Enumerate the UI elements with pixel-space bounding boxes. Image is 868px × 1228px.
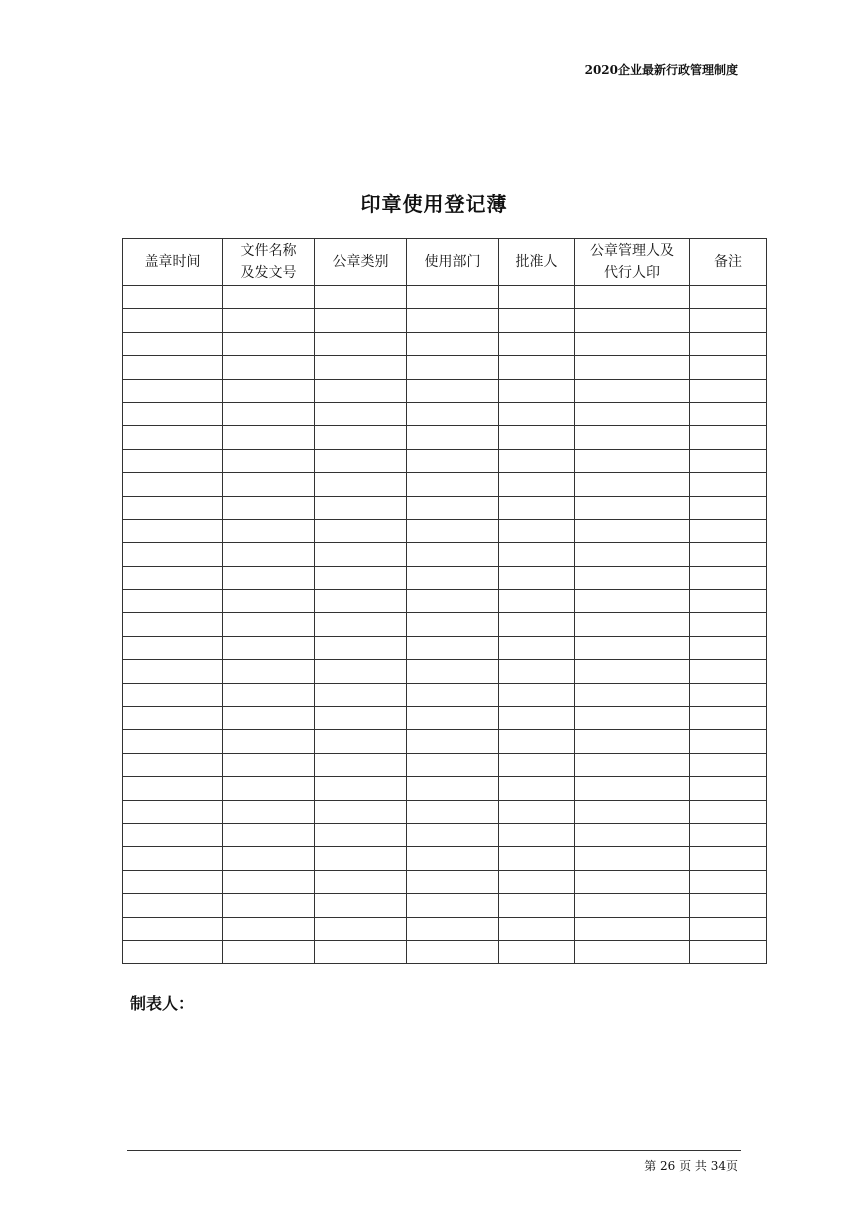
table-cell (315, 286, 407, 309)
column-header-document-name: 文件名称 及发文号 (223, 239, 315, 286)
table-cell (123, 777, 223, 800)
table-cell (575, 753, 690, 776)
table-cell (123, 660, 223, 683)
table-row (123, 309, 767, 332)
table-cell (407, 660, 499, 683)
table-cell (407, 590, 499, 613)
table-cell (123, 286, 223, 309)
table-cell (407, 309, 499, 332)
table-cell (407, 449, 499, 472)
table-cell (315, 940, 407, 963)
column-header-approver: 批准人 (499, 239, 575, 286)
table-cell (407, 917, 499, 940)
table-cell (223, 519, 315, 542)
document-header: 2020企业最新行政管理制度 (584, 63, 738, 77)
table-cell (575, 917, 690, 940)
table-cell (123, 449, 223, 472)
table-cell (499, 660, 575, 683)
table-row (123, 286, 767, 309)
table-cell (223, 332, 315, 355)
table-cell (499, 870, 575, 893)
table-cell (499, 917, 575, 940)
table-cell (690, 613, 767, 636)
table-cell (223, 496, 315, 519)
table-cell (499, 590, 575, 613)
table-cell (123, 894, 223, 917)
table-cell (315, 683, 407, 706)
table-cell (123, 566, 223, 589)
table-cell (123, 309, 223, 332)
table-cell (575, 309, 690, 332)
table-cell (690, 800, 767, 823)
table-cell (123, 823, 223, 846)
table-cell (223, 707, 315, 730)
table-cell (315, 543, 407, 566)
table-cell (223, 356, 315, 379)
table-cell (499, 777, 575, 800)
table-cell (315, 636, 407, 659)
table-cell (223, 730, 315, 753)
table-cell (407, 870, 499, 893)
table-row (123, 683, 767, 706)
table-cell (690, 917, 767, 940)
table-cell (499, 636, 575, 659)
table-cell (690, 894, 767, 917)
table-header-row (123, 239, 767, 286)
table-cell (315, 449, 407, 472)
table-cell (315, 847, 407, 870)
column-header-remarks: 备注 (690, 239, 767, 286)
table-cell (407, 356, 499, 379)
table-row (123, 940, 767, 963)
table-row (123, 590, 767, 613)
table-cell (407, 683, 499, 706)
table-row (123, 543, 767, 566)
table-cell (690, 543, 767, 566)
table-cell (223, 286, 315, 309)
column-header-department: 使用部门 (407, 239, 499, 286)
table-cell (407, 566, 499, 589)
table-cell (575, 660, 690, 683)
table-row (123, 356, 767, 379)
table-cell (499, 800, 575, 823)
table-cell (499, 379, 575, 402)
table-cell (315, 894, 407, 917)
table-cell (223, 894, 315, 917)
footer-divider (127, 1150, 741, 1151)
table-cell (690, 683, 767, 706)
table-cell (575, 566, 690, 589)
table-cell (123, 426, 223, 449)
table-cell (575, 800, 690, 823)
table-cell (499, 543, 575, 566)
table-row (123, 496, 767, 519)
table-cell (575, 332, 690, 355)
table-row (123, 894, 767, 917)
table-cell (575, 777, 690, 800)
table-cell (690, 402, 767, 425)
table-cell (499, 356, 575, 379)
table-row (123, 636, 767, 659)
table-cell (575, 519, 690, 542)
table-cell (223, 917, 315, 940)
table-cell (690, 379, 767, 402)
table-cell (223, 449, 315, 472)
table-cell (223, 636, 315, 659)
table-cell (123, 402, 223, 425)
table-cell (499, 473, 575, 496)
table-cell (575, 613, 690, 636)
table-row (123, 332, 767, 355)
table-cell (575, 496, 690, 519)
table-cell (223, 847, 315, 870)
table-cell (690, 286, 767, 309)
table-cell (690, 730, 767, 753)
table-cell (123, 870, 223, 893)
table-cell (223, 543, 315, 566)
table-cell (123, 543, 223, 566)
table-cell (499, 449, 575, 472)
table-row (123, 870, 767, 893)
table-cell (123, 379, 223, 402)
table-cell (315, 496, 407, 519)
table-cell (499, 519, 575, 542)
table-cell (407, 402, 499, 425)
table-body (123, 286, 767, 964)
table-cell (315, 590, 407, 613)
table-cell (315, 566, 407, 589)
table-row (123, 566, 767, 589)
table-cell (315, 519, 407, 542)
table-cell (223, 753, 315, 776)
table-cell (499, 496, 575, 519)
table-cell (407, 847, 499, 870)
table-cell (690, 449, 767, 472)
table-cell (499, 730, 575, 753)
table-cell (123, 917, 223, 940)
table-cell (407, 426, 499, 449)
table-cell (407, 730, 499, 753)
table-cell (499, 847, 575, 870)
table-row (123, 402, 767, 425)
table-cell (123, 730, 223, 753)
table-row (123, 660, 767, 683)
table-cell (123, 707, 223, 730)
table-row (123, 753, 767, 776)
table-cell (575, 379, 690, 402)
table-cell (690, 426, 767, 449)
table-cell (223, 473, 315, 496)
table-cell (575, 473, 690, 496)
table-cell (499, 753, 575, 776)
table-cell (499, 332, 575, 355)
table-cell (407, 473, 499, 496)
table-cell (499, 823, 575, 846)
table-cell (407, 777, 499, 800)
table-cell (690, 332, 767, 355)
table-cell (315, 660, 407, 683)
table-cell (690, 823, 767, 846)
table-cell (123, 683, 223, 706)
table-cell (575, 286, 690, 309)
table-cell (575, 683, 690, 706)
table-cell (499, 683, 575, 706)
table-cell (690, 940, 767, 963)
page-number: 第 26 页 共 34页 (644, 1159, 738, 1173)
column-header-seal-keeper: 公章管理人及 代行人印 (575, 239, 690, 286)
table-cell (223, 660, 315, 683)
table-cell (499, 613, 575, 636)
table-cell (575, 707, 690, 730)
table-cell (315, 823, 407, 846)
table-cell (407, 894, 499, 917)
table-cell (315, 917, 407, 940)
table-cell (407, 519, 499, 542)
table-cell (123, 613, 223, 636)
table-cell (223, 379, 315, 402)
table-row (123, 613, 767, 636)
table-cell (407, 707, 499, 730)
table-cell (223, 402, 315, 425)
table-cell (123, 847, 223, 870)
table-cell (690, 519, 767, 542)
table-cell (223, 800, 315, 823)
table-cell (690, 496, 767, 519)
table-cell (575, 426, 690, 449)
table-cell (223, 777, 315, 800)
table-cell (575, 543, 690, 566)
table-cell (690, 777, 767, 800)
table-row (123, 519, 767, 542)
table-cell (407, 379, 499, 402)
table-cell (315, 613, 407, 636)
table-cell (223, 613, 315, 636)
table-cell (315, 777, 407, 800)
table-cell (223, 566, 315, 589)
table-row (123, 426, 767, 449)
table-cell (315, 426, 407, 449)
table-cell (575, 730, 690, 753)
table-cell (407, 496, 499, 519)
table-cell (123, 800, 223, 823)
table-cell (575, 402, 690, 425)
table-row (123, 823, 767, 846)
table-cell (499, 286, 575, 309)
table-cell (123, 753, 223, 776)
table-cell (223, 426, 315, 449)
table-cell (123, 356, 223, 379)
table-cell (223, 683, 315, 706)
table-cell (123, 496, 223, 519)
table-cell (690, 566, 767, 589)
table-cell (499, 566, 575, 589)
table-cell (575, 823, 690, 846)
table-cell (315, 753, 407, 776)
table-cell (123, 636, 223, 659)
table-cell (575, 636, 690, 659)
column-header-seal-type: 公章类别 (315, 239, 407, 286)
table-cell (499, 894, 575, 917)
table-cell (690, 309, 767, 332)
table-cell (315, 870, 407, 893)
table-row (123, 847, 767, 870)
table-cell (690, 660, 767, 683)
table-cell (690, 636, 767, 659)
table-row (123, 730, 767, 753)
table-cell (315, 473, 407, 496)
table-cell (407, 286, 499, 309)
table-cell (223, 309, 315, 332)
table-cell (407, 823, 499, 846)
page-title: 印章使用登记薄 (360, 192, 508, 216)
table-cell (123, 590, 223, 613)
table-cell (223, 940, 315, 963)
table-cell (407, 636, 499, 659)
table-row (123, 379, 767, 402)
table-cell (123, 332, 223, 355)
table-cell (123, 940, 223, 963)
table-cell (690, 473, 767, 496)
table-row (123, 473, 767, 496)
table-cell (407, 613, 499, 636)
table-cell (690, 753, 767, 776)
table-cell (499, 426, 575, 449)
table-cell (690, 870, 767, 893)
table-cell (499, 309, 575, 332)
table-cell (499, 707, 575, 730)
table-cell (315, 402, 407, 425)
column-header-seal-time: 盖章时间 (123, 239, 223, 286)
table-cell (315, 707, 407, 730)
table-cell (575, 870, 690, 893)
table-cell (223, 870, 315, 893)
table-row (123, 777, 767, 800)
table-cell (407, 332, 499, 355)
table-cell (407, 800, 499, 823)
table-cell (575, 449, 690, 472)
table-cell (575, 894, 690, 917)
table-cell (123, 473, 223, 496)
table-cell (315, 730, 407, 753)
table-cell (575, 940, 690, 963)
table-cell (690, 590, 767, 613)
table-row (123, 917, 767, 940)
table-cell (407, 753, 499, 776)
table-cell (315, 309, 407, 332)
table-cell (223, 823, 315, 846)
table-cell (575, 356, 690, 379)
table-cell (407, 940, 499, 963)
table-cell (690, 847, 767, 870)
table-cell (499, 402, 575, 425)
table-cell (315, 379, 407, 402)
seal-usage-register-table (122, 238, 767, 964)
table-cell (315, 356, 407, 379)
table-cell (690, 356, 767, 379)
table-row (123, 800, 767, 823)
table-cell (407, 543, 499, 566)
table-row (123, 449, 767, 472)
table-cell (315, 800, 407, 823)
table-cell (123, 519, 223, 542)
table-cell (315, 332, 407, 355)
table-row (123, 707, 767, 730)
table-cell (499, 940, 575, 963)
table-cell (575, 590, 690, 613)
table-maker-label: 制表人： (130, 994, 195, 1013)
table-cell (575, 847, 690, 870)
table-cell (223, 590, 315, 613)
table-cell (690, 707, 767, 730)
